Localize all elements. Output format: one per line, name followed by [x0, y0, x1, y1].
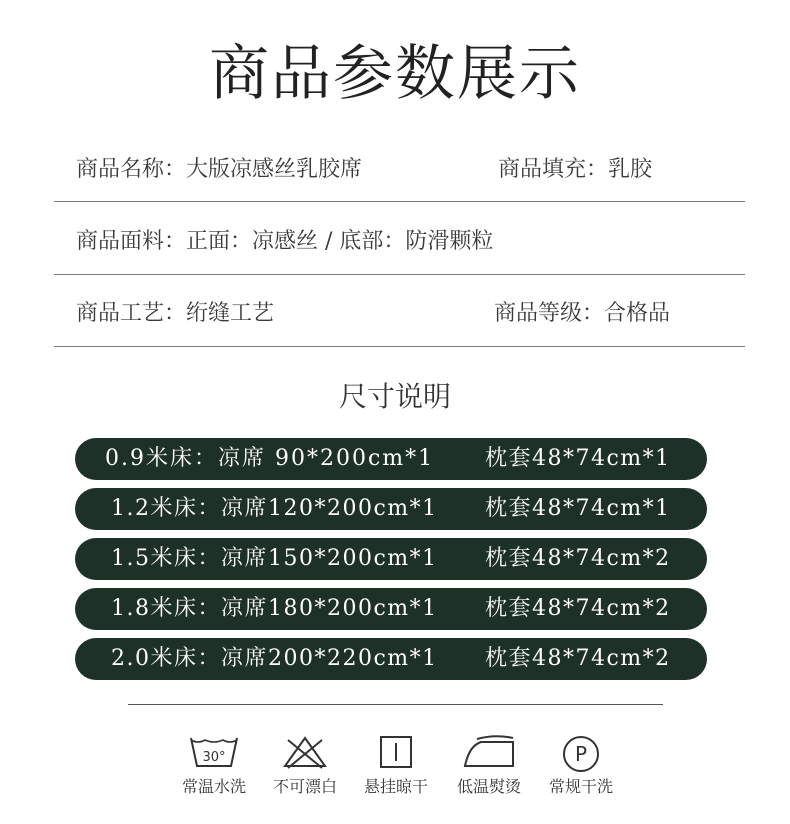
size-bed-text: 0.9米床：凉席 90*200cm*1: [105, 446, 435, 471]
size-pillow-text: 枕套48*74cm*1: [485, 496, 671, 521]
care-label-hang-dry: 悬挂晾干: [363, 777, 428, 796]
param-craft: 商品工艺：绗缝工艺: [76, 301, 275, 326]
param-row-fabric: [0, 222, 790, 262]
size-bed-text: 1.5米床：凉席150*200cm*1: [111, 546, 438, 571]
care-item-dry-clean: [535, 734, 627, 804]
no-bleach-icon: [280, 734, 330, 770]
size-row-0.9: [75, 438, 707, 480]
divider: [54, 201, 745, 202]
size-bed-text: 1.8米床：凉席180*200cm*1: [111, 596, 438, 621]
param-filling: 商品填充：乳胶: [498, 157, 653, 182]
care-label-no-bleach: 不可漂白: [272, 777, 337, 796]
size-bed-text: 2.0米床：凉席200*220cm*1: [111, 646, 438, 671]
low-iron-icon: [459, 734, 519, 770]
size-pillow-text: 枕套48*74cm*2: [485, 546, 671, 571]
dry-clean-letter: P: [574, 742, 588, 766]
size-section-title: 尺寸说明: [338, 380, 451, 413]
divider: [128, 704, 663, 705]
size-pillow-text: 枕套48*74cm*2: [485, 646, 671, 671]
care-label-dry-clean: 常规干洗: [548, 777, 613, 796]
size-row-1.2: [75, 488, 707, 530]
hang-dry-icon: [371, 734, 421, 770]
param-row-name: [0, 150, 790, 190]
size-bed-text: 1.2米床：凉席120*200cm*1: [111, 496, 438, 521]
wash-30-icon: [189, 734, 239, 770]
divider: [54, 346, 745, 347]
care-item-wash: [168, 734, 260, 804]
size-row-1.5: [75, 538, 707, 580]
size-pillow-text: 枕套48*74cm*1: [485, 446, 671, 471]
size-row-1.8: [75, 588, 707, 630]
divider: [54, 274, 745, 275]
care-label-wash: 常温水洗: [181, 777, 246, 796]
care-label-low-iron: 低温熨烫: [456, 777, 521, 796]
dry-clean-p-icon: [556, 734, 606, 774]
size-pillow-text: 枕套48*74cm*2: [485, 596, 671, 621]
care-item-low-iron: [443, 734, 535, 804]
care-item-no-bleach: [259, 734, 351, 804]
param-grade: 商品等级：合格品: [494, 301, 671, 326]
param-row-craft: [0, 294, 790, 334]
param-fabric: 商品面料：正面：凉感丝 / 底部：防滑颗粒: [76, 229, 494, 254]
wash-temp-text: 30°: [202, 750, 226, 765]
care-item-hang-dry: [350, 734, 442, 804]
param-product-name: 商品名称：大版凉感丝乳胶席: [76, 157, 363, 182]
size-row-2.0: [75, 638, 707, 680]
page-title: 商品参数展示: [209, 39, 581, 109]
